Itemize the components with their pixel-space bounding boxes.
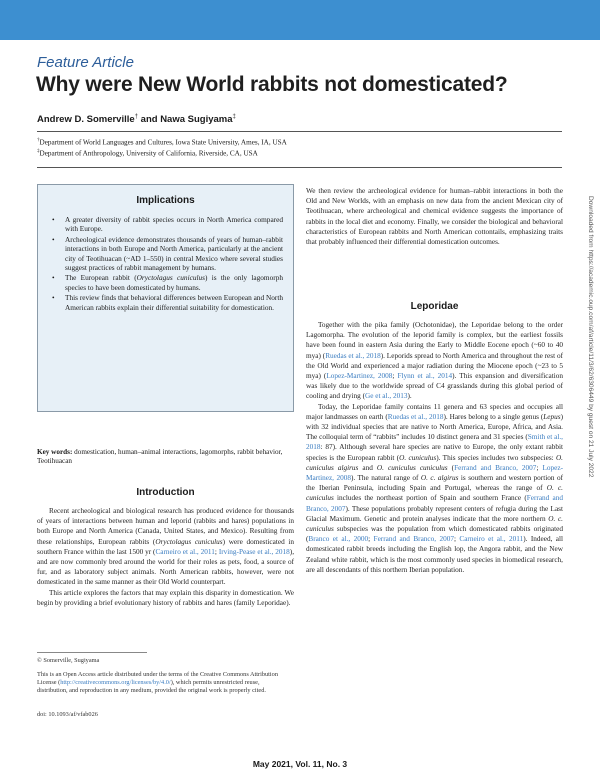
paragraph: This article explores the factors that may explain this disparity in domestication. We begin by providing a brief evolutionary history of rabbits and hares (family Leporidae).: [37, 588, 294, 607]
affiliation: [37, 149, 258, 157]
implications-list: [38, 215, 293, 312]
keywords-text: domestication, human–animal interactions, lagomorphs, rabbit behavior, Teotihuacan: [37, 448, 283, 466]
affiliation-mark: ‡: [37, 149, 40, 154]
divider: [37, 167, 562, 168]
author-mark: †: [134, 114, 139, 120]
citation-link[interactable]: Lopez-Martinez, 2008: [326, 372, 393, 381]
affiliation: [37, 138, 287, 146]
citation-link[interactable]: Lopez-Martinez, 2008: [306, 463, 564, 483]
introduction-body: [37, 506, 294, 608]
section-heading-leporidae: Leporidae: [410, 301, 459, 312]
citation-link[interactable]: Ferrand and Branco, 2007: [373, 535, 454, 544]
list-item: • A greater diversity of rabbit species occurs in North America compared with Europe.: [65, 215, 283, 234]
leporidae-body: [306, 320, 563, 575]
citation-link[interactable]: Flynn et al., 2014: [397, 372, 453, 381]
citation-link[interactable]: Carneiro et al., 2011: [459, 535, 524, 544]
citation-link[interactable]: Ge et al., 2013: [365, 392, 408, 401]
author-name: Nawa Sugiyama: [160, 114, 233, 126]
paragraph: Recent archeological and biological research has produced evidence for thousands of years of interactions between human and leporid (rabbits and hares) populations in both Europe and North America (Canada, United States, and Mexico). Resulting from these relationships, European rabbits (Oryctolagus cuniculus) were domesticated in southern France within the last 1500 yr (Carneiro et al., 2011; Irving-Pease et al., 2018), and are now commonly bred around the world for their roles as pets, food, a source of fur, and as laboratory subject animals. North American rabbits, however, were not domesticated in the same manner as their Old World counterpart.: [37, 507, 295, 587]
list-item: • Archeological evidence demonstrates thousands of years of human–rabbit interactions in both Europe and North America, particularly at the ancient city of Teotihuacan (~AD 1–550) in central Mexico where several studies suggest practices of rabbit management by humans.: [65, 235, 283, 273]
citation-link[interactable]: Ferrand and Branco, 2007: [454, 463, 537, 472]
download-notice: Downloaded from https://academic.oup.com/af/article/11/3/62/6306449 by guest on 21 July 2022: [587, 196, 594, 478]
citation-link[interactable]: Ruedas et al., 2018: [387, 412, 444, 421]
paragraph: We then review the archeological evidence for human–rabbit interactions in both the Old and New Worlds, with an emphasis on new data from the ancient Mexican city of Teotihuacan, where archeological and chemical evidence suggests the importance of rabbits in the local diet and economy. Finally, we consider the biological and behavioral characteristics of European rabbits and North American cottontails, emphasizing traits that probably influenced their differential domestication outcomes.: [306, 187, 563, 247]
top-color-bar: [0, 0, 600, 40]
author-name: Andrew D. Somerville: [37, 114, 135, 126]
affiliation-mark: †: [37, 138, 40, 143]
item-text: The European rabbit (: [65, 273, 137, 283]
citation-link[interactable]: Branco et al., 2000: [308, 535, 369, 544]
paragraph: Together with the pika family (Ochotonidae), the Leporidae belong to the order Lagomorpha. The evolution of the leporid family is complex, but the earliest fossils have been found in eastern Asia during the Early to Middle Eocene epoch (~60 to 40 mya) (Ruedas et al., 2018). Leporids spread to North America and throughout the rest of the Old World and experienced a major radiation during the Miocene epoch (~23 to 5 mya) (Lopez-Martinez, 2008; Flynn et al., 2014). This expansion and diversification was likely due to the worldwide spread of C4 grasslands during this global period of cooling and drying (Ge et al., 2013).: [306, 321, 564, 401]
license-link[interactable]: http://creativecommons.org/licenses/by/4.0/: [60, 679, 171, 686]
implications-box: [37, 184, 294, 412]
footnote-divider: [37, 652, 147, 653]
doi: doi: 10.1093/af/vfab026: [37, 711, 98, 718]
article-title: Why were New World rabbits not domesticated?: [36, 73, 508, 96]
author-line: [37, 114, 236, 125]
author-mark: ‡: [232, 114, 236, 120]
right-intro-body: [306, 186, 563, 247]
author-joiner: and: [138, 114, 161, 126]
issue-footer: May 2021, Vol. 11, No. 3: [252, 759, 348, 769]
citation-link[interactable]: Irving-Pease et al., 2018: [218, 547, 290, 556]
section-label: Feature Article: [37, 54, 134, 71]
paragraph: Today, the Leporidae family contains 11 genera and 63 species and occupies all major landmasses on earth (Ruedas et al., 2018). Hares belong to a single genus (Lepus) with 32 individual species that are native to North America, Europe, Africa, and Asia. The colloquial term of “rabbits” includes 10 distinct genera and 31 species (Smith et al., 2018: 87). Although several hare species are native to Europe, the only extant rabbit species is the European rabbit (O. cuniculus). This species includes two subspecies: O. cuniculus algirus and O. cuniculus cuniculus (Ferrand and Branco, 2007; Lopez-Martinez, 2008). The natural range of O. c. algirus is southern and western portion of the Iberian Peninsula, including Spain and Portugal, whereas the range of O. c. cuniculus includes the northeast portion of Spain and southern France (Ferrand and Branco, 2007). These populations probably represent centers of refugia during the Last Glacial Maximum. Genetic and protein analyses indicate that the more northern O. c. cuniculus subspecies was the population from which domesticated rabbits originated (Branco et al., 2000; Ferrand and Branco, 2007; Carneiro et al., 2011). Indeed, all domesticated rabbit breeds including the English lop, the Angora rabbit, and the New Zealand white rabbit, which is the most commonly used species in biomedical research, are all descendants of this northern Iberian population.: [306, 402, 564, 574]
license-note: This is an Open Access article distributed under the terms of the Creative Commons Attribution License (http://creativecommons.org/licenses/by/4.0/), which permits unrestricted reuse, distribution, and reproduction in any medium, provided the original work is properly cited.: [37, 671, 278, 694]
citation-link[interactable]: Ferrand and Branco, 2007: [306, 494, 563, 513]
keywords: [37, 448, 294, 466]
citation-link[interactable]: Ruedas et al., 2018: [325, 351, 381, 360]
copyright-note: © Somerville, Sugiyama: [37, 657, 100, 664]
list-item: • This review finds that behavioral differences between European and North American rabbits explain their differential suitability for domestication.: [65, 293, 283, 312]
affiliation-text: Department of World Languages and Cultures, Iowa State University, Ames, IA, USA: [39, 138, 287, 147]
download-watermark: [586, 196, 596, 666]
list-item: • The European rabbit (Oryctolagus cuniculus) is the only lagomorph species to have been domesticated by humans.: [65, 273, 283, 292]
keywords-label: Key words:: [37, 448, 73, 456]
citation-link[interactable]: Smith et al., 2018: [306, 433, 563, 452]
implications-heading: Implications: [136, 195, 195, 206]
affiliation-text: Department of Anthropology, University of California, Riverside, CA, USA: [39, 149, 258, 158]
section-heading-introduction: Introduction: [136, 487, 195, 498]
citation-link[interactable]: Carneiro et al., 2011: [155, 547, 215, 556]
divider: [37, 131, 562, 132]
